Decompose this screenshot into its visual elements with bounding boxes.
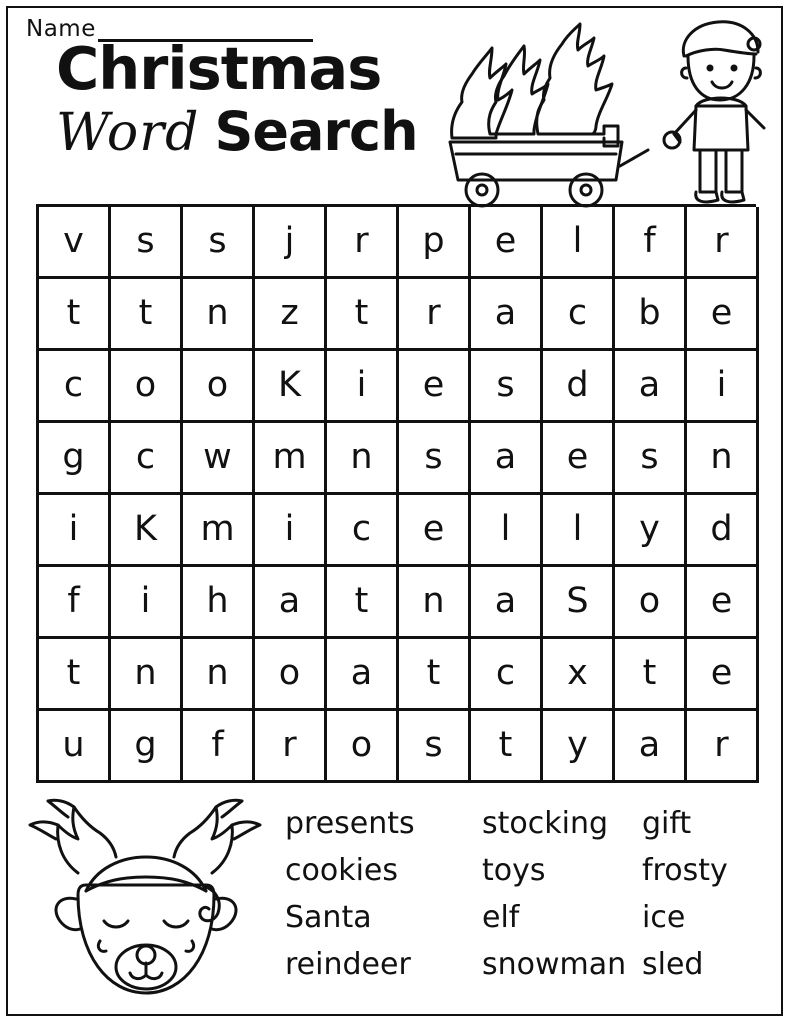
grid-cell[interactable]: h	[183, 567, 255, 639]
grid-cell[interactable]: a	[471, 423, 543, 495]
word-bank-item[interactable]: elf	[482, 900, 520, 935]
grid-cell[interactable]: s	[471, 351, 543, 423]
grid-cell[interactable]: g	[39, 423, 111, 495]
word-search-grid[interactable]	[36, 204, 756, 783]
grid-cell[interactable]: f	[183, 711, 255, 783]
grid-cell[interactable]: i	[255, 495, 327, 567]
title-line-christmas: Christmas	[56, 34, 382, 103]
grid-cell[interactable]: z	[255, 279, 327, 351]
grid-cell[interactable]: n	[111, 639, 183, 711]
word-bank-item[interactable]: stocking	[482, 806, 609, 841]
grid-cell[interactable]: K	[111, 495, 183, 567]
grid-cell[interactable]: i	[39, 495, 111, 567]
grid-cell[interactable]: r	[255, 711, 327, 783]
grid-cell[interactable]: y	[543, 711, 615, 783]
word-bank-item[interactable]: presents	[285, 806, 415, 841]
grid-cell[interactable]: e	[399, 351, 471, 423]
grid-cell[interactable]: s	[111, 207, 183, 279]
grid-cell[interactable]: m	[183, 495, 255, 567]
grid-cell[interactable]: a	[255, 567, 327, 639]
grid-cell[interactable]: s	[399, 711, 471, 783]
word-bank-item[interactable]: Santa	[285, 900, 372, 935]
word-bank-item[interactable]: snowman	[482, 947, 627, 982]
grid-cell[interactable]: s	[183, 207, 255, 279]
word-bank-column-2	[482, 800, 642, 988]
word-bank-item[interactable]: cookies	[285, 853, 398, 888]
title-search: Search	[214, 100, 418, 163]
grid-cell[interactable]: o	[255, 639, 327, 711]
grid-cell[interactable]: x	[543, 639, 615, 711]
grid-cell[interactable]: v	[39, 207, 111, 279]
grid-cell[interactable]: t	[39, 279, 111, 351]
reindeer-face-icon	[16, 795, 281, 1010]
grid-cell[interactable]: o	[615, 567, 687, 639]
grid-cell[interactable]: i	[687, 351, 759, 423]
grid-cell[interactable]: n	[327, 423, 399, 495]
title-word: Word	[56, 103, 200, 163]
grid-cell[interactable]: f	[615, 207, 687, 279]
grid-cell[interactable]: t	[111, 279, 183, 351]
grid-cell[interactable]: c	[111, 423, 183, 495]
grid-cell[interactable]: l	[543, 207, 615, 279]
grid-cell[interactable]: d	[543, 351, 615, 423]
grid-cell[interactable]: t	[327, 567, 399, 639]
word-bank	[285, 800, 775, 988]
grid-cell[interactable]: o	[111, 351, 183, 423]
grid-cell[interactable]: l	[543, 495, 615, 567]
grid-cell[interactable]: g	[111, 711, 183, 783]
grid-cell[interactable]: w	[183, 423, 255, 495]
grid-cell[interactable]: n	[183, 279, 255, 351]
word-bank-item[interactable]: gift	[642, 806, 692, 841]
grid-cell[interactable]: a	[471, 567, 543, 639]
grid-cell[interactable]: e	[687, 639, 759, 711]
child-pulling-wagon-icon	[660, 10, 780, 210]
grid-cell[interactable]: y	[615, 495, 687, 567]
grid-cell[interactable]: l	[471, 495, 543, 567]
grid-cell[interactable]: t	[399, 639, 471, 711]
grid-cell[interactable]: S	[543, 567, 615, 639]
grid-cell[interactable]: t	[471, 711, 543, 783]
grid-cell[interactable]: r	[687, 711, 759, 783]
grid-cell[interactable]: K	[255, 351, 327, 423]
word-bank-item[interactable]: sled	[642, 947, 704, 982]
grid-cell[interactable]: r	[687, 207, 759, 279]
grid-cell[interactable]: e	[687, 567, 759, 639]
grid-cell[interactable]: n	[687, 423, 759, 495]
grid-cell[interactable]: i	[111, 567, 183, 639]
name-label: Name	[26, 16, 96, 42]
grid-cell[interactable]: e	[687, 279, 759, 351]
grid-cell[interactable]: n	[183, 639, 255, 711]
grid-cell[interactable]: p	[399, 207, 471, 279]
grid-cell[interactable]: i	[327, 351, 399, 423]
grid-cell[interactable]: a	[471, 279, 543, 351]
word-bank-item[interactable]: toys	[482, 853, 546, 888]
grid-cell[interactable]: t	[615, 639, 687, 711]
grid-cell[interactable]: a	[327, 639, 399, 711]
grid-cell[interactable]: c	[471, 639, 543, 711]
grid-cell[interactable]: r	[399, 279, 471, 351]
grid-cell[interactable]: e	[471, 207, 543, 279]
grid-cell[interactable]: c	[543, 279, 615, 351]
word-bank-item[interactable]: frosty	[642, 853, 728, 888]
grid-cell[interactable]: o	[183, 351, 255, 423]
grid-cell[interactable]: b	[615, 279, 687, 351]
grid-cell[interactable]: o	[327, 711, 399, 783]
grid-cell[interactable]: d	[687, 495, 759, 567]
word-bank-column-1	[285, 800, 482, 988]
word-bank-item[interactable]: reindeer	[285, 947, 411, 982]
grid-cell[interactable]: s	[615, 423, 687, 495]
grid-cell[interactable]: t	[327, 279, 399, 351]
grid-cell[interactable]: f	[39, 567, 111, 639]
christmas-tree-wagon-icon	[430, 14, 660, 209]
grid-cell[interactable]: c	[327, 495, 399, 567]
grid-cell[interactable]: t	[39, 639, 111, 711]
grid-cell[interactable]: a	[615, 351, 687, 423]
grid-cell[interactable]: s	[399, 423, 471, 495]
grid-cell[interactable]: e	[543, 423, 615, 495]
word-bank-item[interactable]: ice	[642, 900, 686, 935]
grid-cell[interactable]: j	[255, 207, 327, 279]
grid-cell[interactable]: c	[39, 351, 111, 423]
grid-cell[interactable]: r	[327, 207, 399, 279]
grid-cell[interactable]: e	[399, 495, 471, 567]
grid-cell[interactable]: m	[255, 423, 327, 495]
grid-cell[interactable]: n	[399, 567, 471, 639]
word-bank-column-3	[642, 800, 772, 988]
grid-cell[interactable]: a	[615, 711, 687, 783]
grid-cell[interactable]: u	[39, 711, 111, 783]
